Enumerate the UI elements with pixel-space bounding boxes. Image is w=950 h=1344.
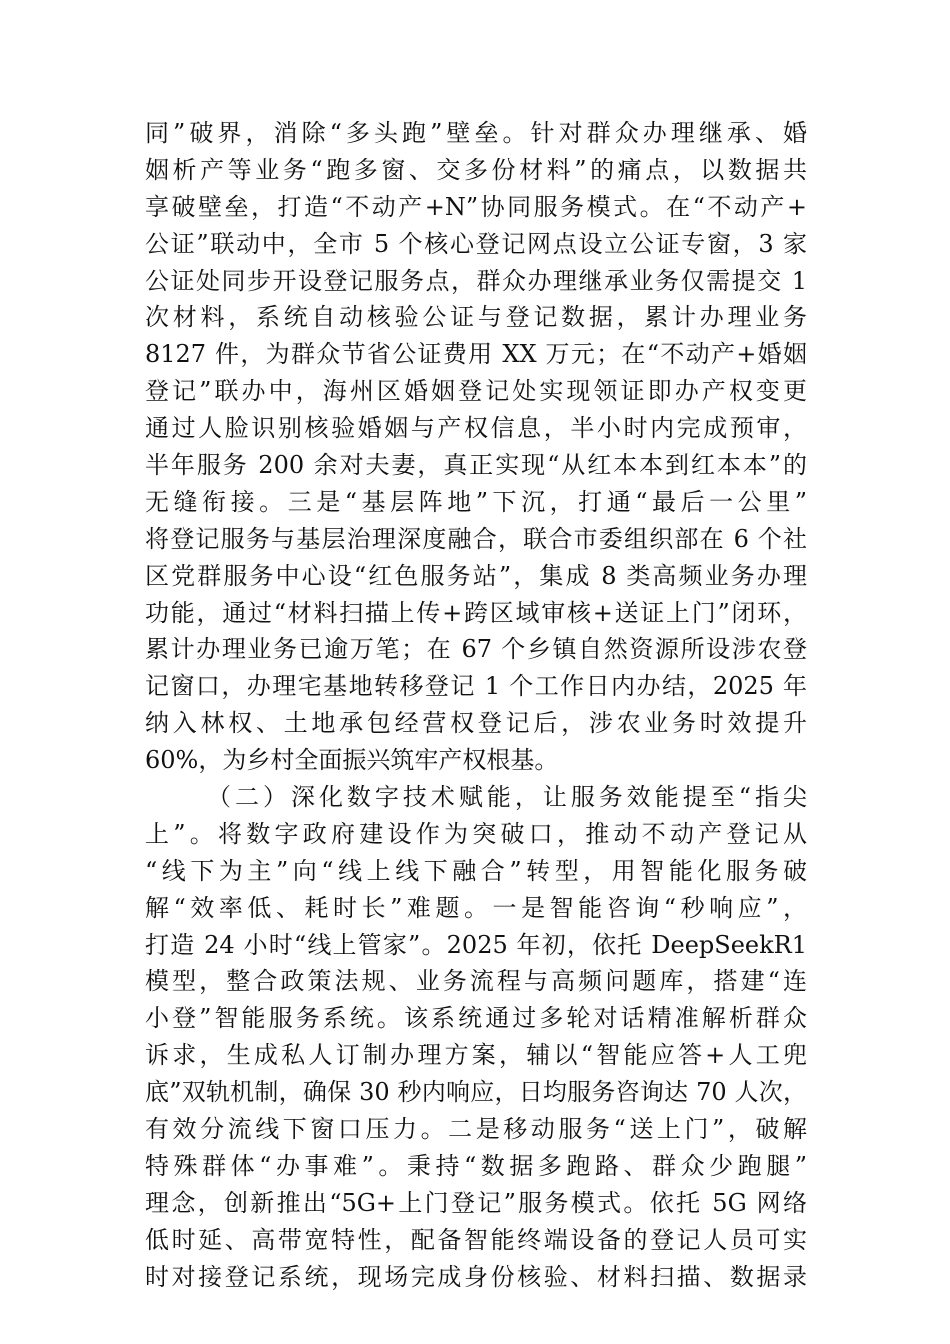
text-line: 诉求，生成私人订制办理方案，辅以“智能应答+人工兜: [145, 1041, 807, 1070]
text-line: 半年服务 200 余对夫妻，真正实现“从红本本到红本本”的: [145, 451, 807, 480]
text-line: 通过人脸识别核验婚姻与产权信息，半小时内完成预审，: [145, 414, 807, 443]
text-line: 累计办理业务已逾万笔；在 67 个乡镇自然资源所设涉农登: [145, 635, 807, 664]
text-line: 享破壁垒，打造“不动产+N”协同服务模式。在“不动产+: [145, 192, 807, 221]
text-line: 公证”联动中，全市 5 个核心登记网点设立公证专窗，3 家: [145, 229, 807, 258]
text-line: 将登记服务与基层治理深度融合，联合市委组织部在 6 个社: [145, 524, 807, 553]
text-line: 低时延、高带宽特性，配备智能终端设备的登记人员可实: [145, 1225, 807, 1254]
text-line: 记窗口，办理宅基地转移登记 1 个工作日内办结，2025 年: [145, 672, 807, 701]
text-line: 小登”智能服务系统。该系统通过多轮对话精准解析群众: [145, 1004, 807, 1033]
text-line: 模型，整合政策法规、业务流程与高频问题库，搭建“连: [145, 967, 807, 996]
text-line: 功能，通过“材料扫描上传+跨区域审核+送证上门”闭环，: [145, 598, 807, 627]
text-line: 次材料，系统自动核验公证与登记数据，累计办理业务: [145, 303, 807, 332]
text-line: 同”破界，消除“多头跑”壁垒。针对群众办理继承、婚: [145, 119, 807, 147]
text-line: 上”。将数字政府建设作为突破口，推动不动产登记从: [145, 819, 807, 848]
text-line: 时对接登记系统，现场完成身份核验、材料扫描、数据录: [145, 1262, 807, 1291]
body-text: [145, 115, 807, 1296]
text-line: 姻析产等业务“跑多窗、交多份材料”的痛点，以数据共: [145, 155, 807, 184]
section-heading-line: （二）深化数字技术赋能，让服务效能提至“指尖: [207, 783, 807, 812]
text-line: 无缝衔接。三是“基层阵地”下沉，打通“最后一公里”: [145, 487, 807, 516]
text-line: 解“效率低、耗时长”难题。一是智能咨询“秒响应”，: [145, 893, 807, 922]
paragraph-last-line: 60%，为乡村全面振兴筑牢产权根基。: [145, 746, 559, 775]
text-line: 有效分流线下窗口压力。二是移动服务“送上门”，破解: [145, 1115, 807, 1144]
text-line: 8127 件，为群众节省公证费用 XX 万元；在“不动产+婚姻: [145, 340, 807, 369]
text-line: 区党群服务中心设“红色服务站”，集成 8 类高频业务办理: [145, 561, 807, 590]
text-line: 底”双轨机制，确保 30 秒内响应，日均服务咨询达 70 人次，: [145, 1078, 807, 1107]
text-line: “线下为主”向“线上线下融合”转型，用智能化服务破: [145, 856, 807, 885]
text-line: 打造 24 小时“线上管家”。2025 年初，依托 DeepSeekR1: [145, 930, 807, 959]
text-line: 理念，创新推出“5G+上门登记”服务模式。依托 5G 网络: [145, 1188, 807, 1217]
text-line: 纳入林权、土地承包经营权登记后，涉农业务时效提升: [145, 709, 807, 738]
text-line: 特殊群体“办事难”。秉持“数据多跑路、群众少跑腿”: [145, 1151, 807, 1180]
text-line: 登记”联办中，海州区婚姻登记处实现领证即办产权变更: [145, 377, 807, 406]
text-line: 公证处同步开设登记服务点，群众办理继承业务仅需提交 1: [145, 266, 807, 295]
